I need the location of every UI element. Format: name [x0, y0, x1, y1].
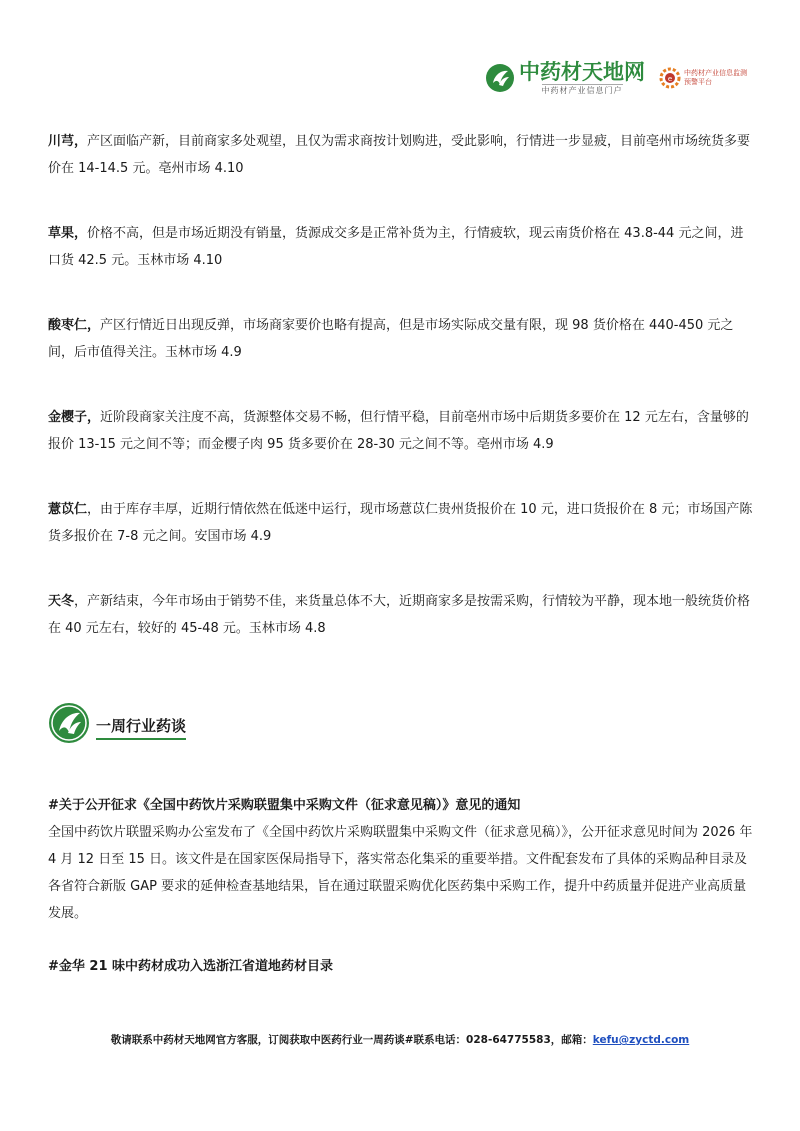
news-title: #关于公开征求《全国中药饮片采购联盟集中采购文件（征求意见稿）》意见的通知 [48, 798, 521, 813]
leaf-logo-icon [485, 63, 515, 93]
section-header [48, 702, 186, 744]
page-footer [0, 1032, 800, 1047]
herb-name: 川芎， [48, 134, 88, 149]
logo-title: 中药材天地网 [519, 60, 645, 84]
zyctd-logo [485, 60, 645, 96]
report-item [48, 220, 756, 274]
report-item [48, 404, 756, 458]
leaf-badge-icon [48, 702, 90, 744]
partner-text: 中药材产业信息监测预警平台 [684, 69, 747, 86]
report-text: 产区面临产新，目前商家多处观望，且仅为需求商按计划购进，受此影响，行情进一步显疲，目前亳州市场统货多要价在 14-14.5 元。亳州市场 4.10 [48, 134, 751, 176]
logo-subtitle: 中药材产业信息门户 [541, 86, 623, 95]
report-item [48, 312, 756, 366]
herb-name: 酸枣仁， [48, 318, 101, 333]
news-list [48, 792, 756, 980]
report-text: ，由于库存丰厚，近期行情依然在低迷中运行，现市场薏苡仁贵州货报价在 10 元，进口货报价在 8 元；市场国产陈货多报价在 7-8 元之间。安国市场 4.9 [48, 502, 753, 544]
report-item [48, 588, 756, 642]
report-item [48, 128, 756, 182]
report-item [48, 496, 756, 550]
report-text: ，产新结束，今年市场由于销势不佳，来货量总体不大，近期商家多是按需采购，行情较为平静，现本地一般统货价格在 40 元左右，较好的 45-48 元。玉林市场 4.8 [48, 594, 751, 636]
herb-name: 金樱子， [48, 410, 101, 425]
report-text: 近阶段商家关注度不高，货源整体交易不畅，但行情平稳，目前亳州市场中后期货多要价在 12 元左右，含量够的报价 13-15 元之间不等；而金樱子肉 95 货多要价在 28-30 元之间不等。亳州市场 4.9 [48, 410, 749, 452]
news-body: 全国中药饮片联盟采购办公室发布了《全国中药饮片采购联盟集中采购文件（征求意见稿）》，公开征求意见时间为 2026 年 4 月 12 日至 15 日。该文件是在国家医保局指导下，落实常态化集采的重要举措。文件配套发布了具体的采购品种目录及各省符合新版 GAP 要求的延伸检查基地结果，旨在通过联盟采购优化医药集中采购工作，提升中药质量并促进产业高质量发展。 [48, 825, 753, 921]
footer-contact-text: 敬请联系中药材天地网官方客服，订阅获取中医药行业一周药谈#联系电话：028-64775583，邮箱： [110, 1034, 593, 1046]
herb-name: 薏苡仁 [48, 502, 88, 517]
page-header [485, 58, 748, 98]
report-text: 产区行情近日出现反弹，市场商家要价也略有提高，但是市场实际成交量有限，现 98 货价格在 440-450 元之间，后市值得关注。玉林市场 4.9 [48, 318, 734, 360]
report-text: 价格不高，但是市场近期没有销量，货源成交多是正常补货为主，行情疲软，现云南货价格在 43.8-44 元之间，进口货 42.5 元。玉林市场 4.10 [48, 226, 744, 268]
section-title: 一周行业药谈 [96, 715, 186, 740]
news-title: #金华 21 味中药材成功入选浙江省道地药材目录 [48, 959, 334, 974]
herb-name: 天冬 [48, 594, 75, 609]
herb-name: 草果， [48, 226, 88, 241]
svg-text:e: e [667, 75, 673, 83]
gear-logo-icon [659, 67, 681, 89]
market-reports [48, 128, 756, 680]
partner-logo [659, 67, 748, 89]
footer-email-link[interactable]: kefu@zyctd.com [592, 1034, 690, 1046]
